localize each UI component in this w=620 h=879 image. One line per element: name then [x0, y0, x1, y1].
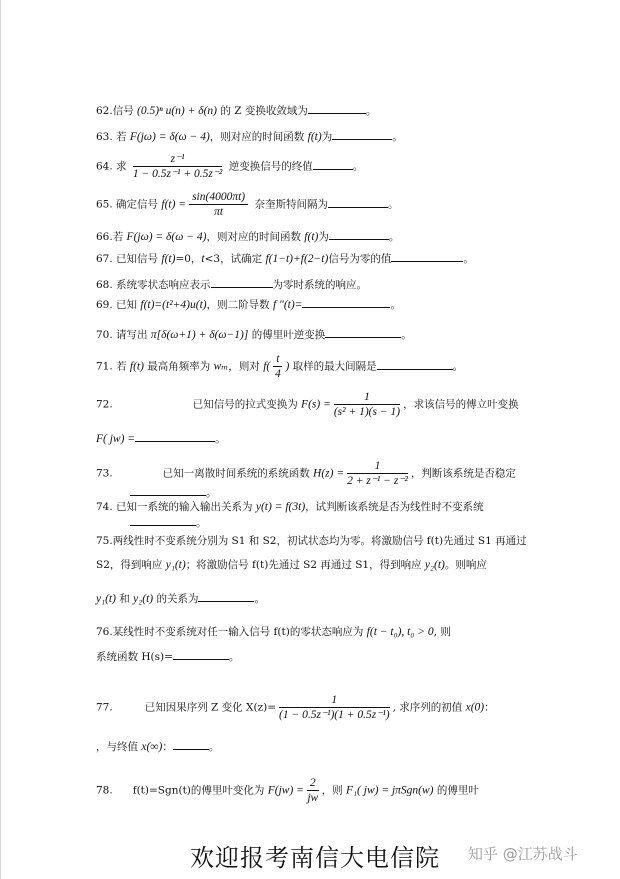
answer-blank [130, 485, 206, 496]
question-67: 67. 已知信号 f(t)=0，t<3，试确定 f(1−t)+f(2−t)信号为零的值 。 [96, 253, 474, 265]
question-66: 66.若 F(jω) = δ(ω − 4)，则对应的时间函数 f(t)为 。 [96, 231, 400, 243]
fraction: $\frac{1}{\text{2 + z⁻¹ − z⁻²}}$ [347, 460, 408, 487]
question-74-answer: 。 [130, 515, 207, 530]
question-72-answer: F( jw) = 。 [96, 433, 226, 445]
fraction: $\frac{1}{\text{(s² + 1)(s − 1)}}$ [333, 391, 401, 418]
page-edge [0, 0, 1, 879]
question-68: 68. 系统零状态响应表示 为零时系统的响应。 [96, 279, 368, 291]
answer-blank [391, 251, 463, 262]
question-72: 72. 已知信号的拉式变换为 F(s) = $\frac{1}{\text{(s² + 1)(s − 1)}}$ ，求该信号的傅立叶变换 [96, 391, 519, 418]
question-77-line2: ，与终值 x(∞)： 。 [96, 741, 220, 753]
question-76: 76.某线性时不变系统对任一输入信号 f(t)的零状态响应为 f(t − t₀), t₀ > 0, 则 [96, 626, 451, 638]
footer-banner: 欢迎报考南信大电信院 [190, 844, 440, 872]
fraction: $\frac{t}{4}$ [274, 353, 281, 380]
answer-blank [198, 591, 254, 602]
answer-blank [328, 197, 388, 208]
answer-blank [313, 159, 353, 170]
fraction: $\frac{2}{jw}$ [307, 777, 319, 804]
answer-blank [308, 103, 366, 114]
question-62: 62.信号 (0.5)ⁿ u(n) + δ(n) 的 Z 变换收敛域为 。 [96, 105, 377, 117]
question-75-line3: y₁(t) 和 y₂(t) 的关系为 。 [96, 593, 265, 605]
question-65: 65. 确定信号 f(t) = $\frac{\sin(4000\pi t)}{\pi t}$ 奈奎斯特间隔为 。 [96, 191, 399, 218]
answer-blank [173, 739, 209, 750]
question-73: 73. 已知一离散时间系统的系统函数 H(z) = $\frac{1}{\text{2 + z⁻¹ − z⁻²}}$ ，判断该系统是否稳定 [96, 460, 516, 487]
question-75: 75.两线性时不变系统分别为 S1 和 S2，初试状态均为零。将激励信号 f(t)先通过 S1 再通过 [96, 535, 527, 547]
answer-blank [211, 277, 273, 288]
question-69: 69. 已知 f(t)=(t²+4)u(t)，则二阶导数 f ″(t)= 。 [96, 299, 401, 311]
question-76-line2: 系统函数 H(s)= 。 [96, 651, 240, 663]
answer-blank [329, 229, 389, 240]
answer-blank [173, 649, 229, 660]
question-78: 78. f(t)=Sgn(t)的傅里叶变化为 F(jw) = $\frac{2}{jw}$ ，则 F₁( jw) = jπSgn(w) 的傅里叶 [96, 777, 479, 804]
question-74: 74. 已知一系统的输入输出关系为 y(t) = f(3t)，试判断该系统是否为线性时不变系统 [96, 501, 484, 513]
question-71: 71. 若 f(t) 最高角频率为 wₘ，则对 f( $\frac{t}{4}$ ) 取样的最大间隔是 。 [96, 353, 464, 380]
answer-blank [325, 327, 401, 338]
answer-blank [302, 297, 390, 308]
fraction: $\frac{\text{z⁻¹}}{\text{1 − 0.5z⁻¹ + 0.5z⁻²}}$ [132, 153, 223, 180]
question-77: 77. 已知因果序列 Z 变化 X(z)= $\frac{1}{\text{(1 − 0.5z⁻¹)(1 + 0.5z⁻¹)}}$ , 求序列的初值 x(0)： [96, 694, 495, 721]
watermark: 知乎 @江苏战斗 [468, 845, 578, 863]
fraction: $\frac{\sin(4000\pi t)}{\pi t}$ [189, 190, 248, 219]
answer-blank [377, 359, 453, 370]
fraction: $\frac{1}{\text{(1 − 0.5z⁻¹)(1 + 0.5z⁻¹)}}$ [279, 694, 390, 721]
answer-blank [332, 129, 392, 140]
question-75-line2: S2，得到响应 y₁(t)；将激励信号 f(t)先通过 S2 再通过 S1，得到响应 y₂(t)。则响应 [96, 559, 487, 571]
question-63: 63. 若 F(jω) = δ(ω − 4)，则对应的时间函数 f(t)为 。 [96, 131, 403, 143]
question-64: 64. 求 $\frac{\text{z⁻¹}}{\text{1 − 0.5z⁻¹ + 0.5z⁻²}}$ 逆变换信号的终值 。 [96, 153, 364, 180]
answer-blank [130, 515, 196, 526]
question-73-answer: 。 [130, 485, 217, 500]
question-70: 70. 请写出 π[δ(ω+1) + δ(ω−1)] 的傅里叶逆变换 。 [96, 329, 412, 341]
answer-blank [135, 431, 215, 442]
